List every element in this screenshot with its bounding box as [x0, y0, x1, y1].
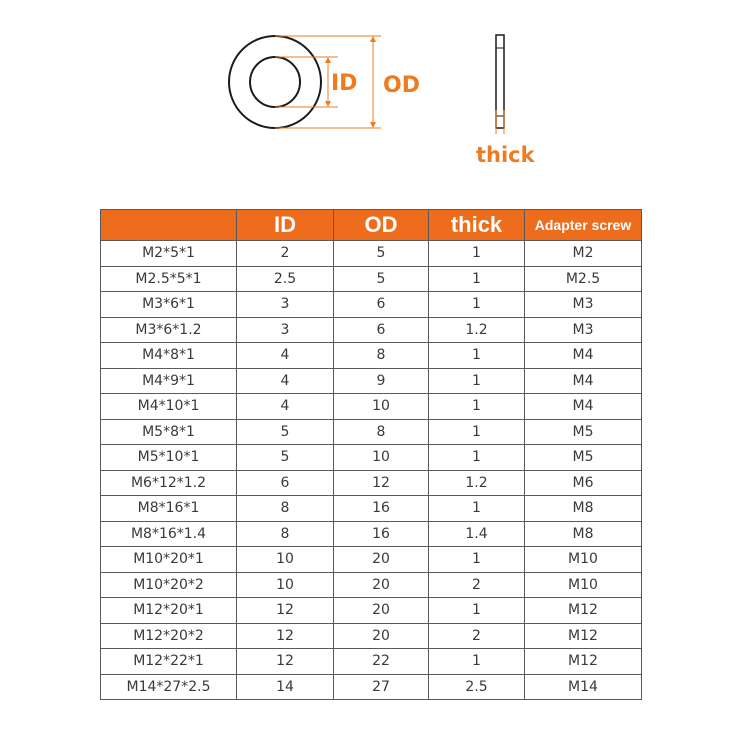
table-body: [101, 241, 642, 700]
model-cell: M6*12*1.2: [101, 470, 237, 496]
adapter-screw-cell: M8: [525, 496, 642, 522]
id-cell: 6: [237, 470, 334, 496]
table-row: [101, 343, 642, 369]
thick-cell: 1: [429, 266, 525, 292]
od-cell: 5: [334, 266, 429, 292]
od-cell: 10: [334, 445, 429, 471]
adapter-screw-cell: M14: [525, 674, 642, 700]
od-cell: 5: [334, 241, 429, 267]
model-cell: M5*8*1: [101, 419, 237, 445]
header-id: ID: [237, 210, 334, 241]
od-cell: 20: [334, 623, 429, 649]
adapter-screw-cell: M8: [525, 521, 642, 547]
id-cell: 4: [237, 368, 334, 394]
id-cell: 12: [237, 598, 334, 624]
od-cell: 20: [334, 572, 429, 598]
od-cell: 22: [334, 649, 429, 675]
id-cell: 4: [237, 394, 334, 420]
od-cell: 27: [334, 674, 429, 700]
id-cell: 3: [237, 317, 334, 343]
table-row: [101, 674, 642, 700]
adapter-screw-cell: M3: [525, 317, 642, 343]
table-row: [101, 266, 642, 292]
id-cell: 10: [237, 547, 334, 573]
table-row: [101, 649, 642, 675]
od-cell: 9: [334, 368, 429, 394]
model-cell: M4*10*1: [101, 394, 237, 420]
adapter-screw-cell: M4: [525, 368, 642, 394]
thick-cell: 1: [429, 445, 525, 471]
id-cell: 5: [237, 445, 334, 471]
table-row: [101, 394, 642, 420]
id-cell: 8: [237, 496, 334, 522]
table-row: [101, 419, 642, 445]
id-cell: 5: [237, 419, 334, 445]
table-row: [101, 572, 642, 598]
thick-cell: 1.2: [429, 470, 525, 496]
table-row: [101, 241, 642, 267]
header-od: OD: [334, 210, 429, 241]
od-cell: 6: [334, 317, 429, 343]
header-thick: thick: [429, 210, 525, 241]
thick-cell: 1: [429, 343, 525, 369]
id-cell: 12: [237, 649, 334, 675]
washer-side-view-icon: [496, 35, 504, 128]
od-cell: 20: [334, 598, 429, 624]
model-cell: M14*27*2.5: [101, 674, 237, 700]
adapter-screw-cell: M4: [525, 343, 642, 369]
table-row: [101, 445, 642, 471]
model-cell: M10*20*2: [101, 572, 237, 598]
adapter-screw-cell: M5: [525, 419, 642, 445]
model-cell: M2.5*5*1: [101, 266, 237, 292]
thick-cell: 1: [429, 496, 525, 522]
adapter-screw-cell: M3: [525, 292, 642, 318]
model-cell: M4*8*1: [101, 343, 237, 369]
washer-spec-table: [100, 209, 642, 700]
thick-cell: 1: [429, 368, 525, 394]
table-header-row: [101, 210, 642, 241]
id-cell: 12: [237, 623, 334, 649]
od-cell: 20: [334, 547, 429, 573]
id-cell: 14: [237, 674, 334, 700]
header-model: [101, 210, 237, 241]
model-cell: M12*22*1: [101, 649, 237, 675]
washer-front-view-icon: [229, 36, 321, 128]
id-cell: 2: [237, 241, 334, 267]
header-adapter-screw: Adapter screw: [525, 210, 642, 241]
model-cell: M10*20*1: [101, 547, 237, 573]
od-label: OD: [383, 73, 420, 98]
od-cell: 12: [334, 470, 429, 496]
thick-cell: 1: [429, 241, 525, 267]
table-row: [101, 368, 642, 394]
model-cell: M3*6*1: [101, 292, 237, 318]
thick-cell: 1.4: [429, 521, 525, 547]
id-cell: 10: [237, 572, 334, 598]
table-row: [101, 292, 642, 318]
id-cell: 3: [237, 292, 334, 318]
id-cell: 2.5: [237, 266, 334, 292]
thick-label: thick: [476, 143, 535, 167]
thick-cell: 1: [429, 649, 525, 675]
table-row: [101, 496, 642, 522]
model-cell: M2*5*1: [101, 241, 237, 267]
washer-dimension-diagram: [0, 0, 750, 200]
id-cell: 8: [237, 521, 334, 547]
model-cell: M8*16*1: [101, 496, 237, 522]
adapter-screw-cell: M10: [525, 572, 642, 598]
thick-cell: 2: [429, 623, 525, 649]
adapter-screw-cell: M2: [525, 241, 642, 267]
id-cell: 4: [237, 343, 334, 369]
od-cell: 10: [334, 394, 429, 420]
table-row: [101, 547, 642, 573]
table-row: [101, 317, 642, 343]
id-dimension-lines: [275, 57, 338, 107]
thick-cell: 1: [429, 547, 525, 573]
adapter-screw-cell: M12: [525, 623, 642, 649]
adapter-screw-cell: M4: [525, 394, 642, 420]
model-cell: M3*6*1.2: [101, 317, 237, 343]
table-row: [101, 598, 642, 624]
thick-cell: 2.5: [429, 674, 525, 700]
od-cell: 6: [334, 292, 429, 318]
id-label: ID: [331, 71, 358, 96]
model-cell: M12*20*2: [101, 623, 237, 649]
adapter-screw-cell: M12: [525, 598, 642, 624]
adapter-screw-cell: M2.5: [525, 266, 642, 292]
od-cell: 16: [334, 521, 429, 547]
adapter-screw-cell: M12: [525, 649, 642, 675]
table-row: [101, 623, 642, 649]
model-cell: M12*20*1: [101, 598, 237, 624]
thick-cell: 1.2: [429, 317, 525, 343]
thick-cell: 1: [429, 598, 525, 624]
model-cell: M4*9*1: [101, 368, 237, 394]
thick-cell: 2: [429, 572, 525, 598]
od-cell: 8: [334, 419, 429, 445]
adapter-screw-cell: M6: [525, 470, 642, 496]
od-cell: 8: [334, 343, 429, 369]
od-cell: 16: [334, 496, 429, 522]
table-row: [101, 470, 642, 496]
model-cell: M8*16*1.4: [101, 521, 237, 547]
table-row: [101, 521, 642, 547]
model-cell: M5*10*1: [101, 445, 237, 471]
adapter-screw-cell: M10: [525, 547, 642, 573]
thick-cell: 1: [429, 292, 525, 318]
thick-cell: 1: [429, 419, 525, 445]
thick-cell: 1: [429, 394, 525, 420]
adapter-screw-cell: M5: [525, 445, 642, 471]
